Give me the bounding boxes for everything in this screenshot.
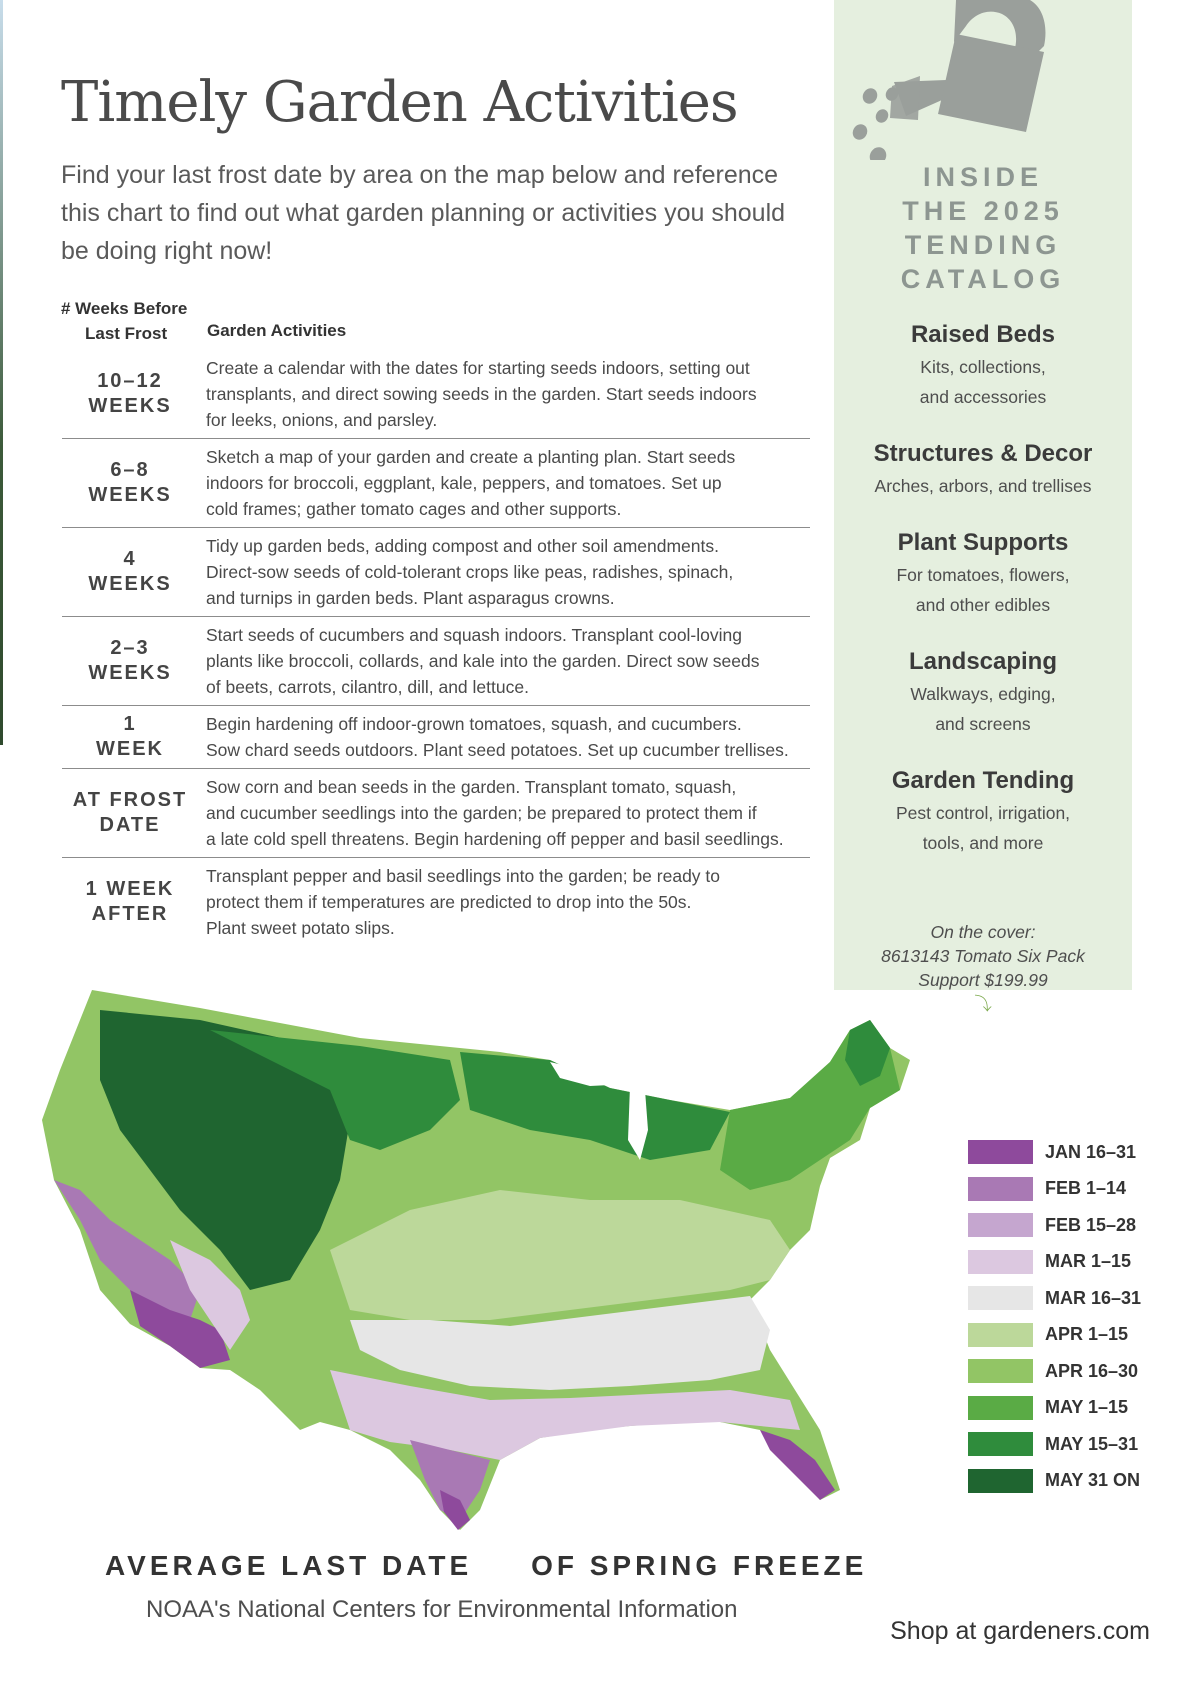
legend-item bbox=[968, 1280, 1141, 1317]
intro-text: Find your last frost date by area on the map below and reference this chart to find out what garden planning or activities you should be doing right now! bbox=[61, 161, 786, 265]
schedule-row bbox=[62, 528, 810, 617]
legend-item bbox=[968, 1134, 1141, 1171]
activities-text: Start seeds of cucumbers and squash indoors. Transplant cool-loving plants like broccoli, collards, and kale into the garden. Direct sow seeds of beets, carrots, cilantro, dill, and lettuce. bbox=[206, 625, 760, 697]
catalog-list bbox=[834, 318, 1132, 883]
catalog-item bbox=[834, 645, 1132, 739]
legend-item bbox=[968, 1390, 1141, 1427]
legend-item bbox=[968, 1207, 1141, 1244]
legend-label: APR 16–30 bbox=[1045, 1360, 1139, 1381]
page-edge bbox=[0, 0, 3, 745]
legend-label: MAY 31 ON bbox=[1045, 1470, 1141, 1491]
catalog-item-desc: Arches, arbors, and trellises bbox=[874, 476, 1092, 496]
activities-text: Transplant pepper and basil seedlings into the garden; be ready to protect them if temperatures are predicted to drop into the 50s. Plant sweet potato slips. bbox=[206, 866, 721, 938]
legend-swatch bbox=[968, 1140, 1033, 1164]
activities-column-header: Garden Activities bbox=[207, 321, 347, 340]
legend-swatch bbox=[968, 1323, 1033, 1347]
schedule-row bbox=[62, 617, 810, 706]
shop-link[interactable]: Shop at gardeners.com bbox=[890, 1617, 1150, 1645]
catalog-item-desc: Kits, collections, and accessories bbox=[919, 357, 1047, 407]
us-frost-map bbox=[30, 990, 960, 1570]
legend-label: MAR 16–31 bbox=[1045, 1287, 1142, 1308]
legend-label: MAY 1–15 bbox=[1045, 1397, 1129, 1418]
legend-label: MAR 1–15 bbox=[1045, 1251, 1132, 1272]
schedule-row bbox=[62, 439, 810, 528]
catalog-item-title: Landscaping bbox=[908, 648, 1058, 675]
catalog-item-title: Plant Supports bbox=[897, 529, 1069, 556]
legend-label: FEB 15–28 bbox=[1045, 1214, 1137, 1235]
weeks-label: 4 WEEKS bbox=[88, 548, 172, 595]
activities-text: Sow corn and bean seeds in the garden. Transplant tomato, squash, and cucumber seedlings into the garden; be prepared to protect them if a late cold spell threatens. Begin hardening off pepper and basil seedlings. bbox=[206, 777, 784, 849]
cover-note-text: On the cover: 8613143 Tomato Six Pack Support $199.99 bbox=[881, 922, 1085, 990]
weeks-label: 1 WEEK bbox=[96, 713, 164, 760]
catalog-item bbox=[834, 526, 1132, 620]
weeks-label: AT FROST DATE bbox=[72, 789, 188, 836]
weeks-label: 6–8 WEEKS bbox=[88, 459, 172, 506]
catalog-item-desc: For tomatoes, flowers, and other edibles bbox=[896, 565, 1070, 615]
catalog-item-desc: Pest control, irrigation, tools, and more bbox=[895, 803, 1071, 853]
legend-swatch bbox=[968, 1469, 1033, 1493]
catalog-sidebar bbox=[834, 0, 1132, 1014]
schedule-row bbox=[62, 858, 810, 946]
legend-item bbox=[968, 1463, 1141, 1500]
weeks-column-header bbox=[61, 296, 191, 346]
watering-can-icon bbox=[834, 0, 1132, 160]
weeks-header-line1: # Weeks Before bbox=[61, 299, 188, 318]
activities-text: Begin hardening off indoor-grown tomatoes, squash, and cucumbers. Sow chard seeds outdoors. Plant seed potatoes. Set up cucumber trellises. bbox=[206, 714, 789, 760]
catalog-item-title: Garden Tending bbox=[891, 767, 1075, 794]
legend-item bbox=[968, 1317, 1141, 1354]
map-source: NOAA's National Centers for Environmental Information bbox=[146, 1596, 738, 1623]
activities-text: Tidy up garden beds, adding compost and other soil amendments. Direct-sow seeds of cold-tolerant crops like peas, radishes, spinach, and turnips in garden beds. Plant asparagus crowns. bbox=[206, 536, 734, 608]
legend-label: MAY 15–31 bbox=[1045, 1433, 1139, 1454]
legend-label: JAN 16–31 bbox=[1045, 1141, 1137, 1162]
catalog-item bbox=[834, 764, 1132, 858]
schedule-row bbox=[62, 769, 810, 858]
legend-swatch bbox=[968, 1286, 1033, 1310]
page-title: Timely Garden Activities bbox=[61, 70, 738, 135]
legend-swatch bbox=[968, 1396, 1033, 1420]
map-title: AVERAGE LAST DATE OF SPRING FREEZE bbox=[105, 1550, 868, 1581]
schedule-row bbox=[62, 350, 810, 439]
weeks-label: 1 WEEK AFTER bbox=[85, 878, 175, 925]
legend-swatch bbox=[968, 1432, 1033, 1456]
activities-text: Create a calendar with the dates for starting seeds indoors, setting out transplants, and direct sowing seeds in the garden. Start seeds indoors for leeks, onions, and parsley. bbox=[206, 358, 757, 430]
catalog-item bbox=[834, 437, 1132, 501]
activities-text: Sketch a map of your garden and create a planting plan. Start seeds indoors for broccoli, eggplant, kale, peppers, and tomatoes. Set up cold frames; gather tomato cages and other supports. bbox=[206, 447, 736, 519]
catalog-item-desc: Walkways, edging, and screens bbox=[910, 684, 1056, 734]
catalog-item-title: Raised Beds bbox=[910, 321, 1056, 348]
legend-label: APR 1–15 bbox=[1045, 1324, 1129, 1345]
schedule-row bbox=[62, 706, 810, 769]
legend-item bbox=[968, 1244, 1141, 1281]
legend-swatch bbox=[968, 1177, 1033, 1201]
legend-item bbox=[968, 1171, 1141, 1208]
legend-swatch bbox=[968, 1213, 1033, 1237]
legend-item bbox=[968, 1353, 1141, 1390]
leaf-arrow-icon: ⤵ bbox=[974, 994, 992, 1014]
map-legend bbox=[968, 1134, 1141, 1499]
weeks-label: 2–3 WEEKS bbox=[88, 637, 172, 684]
activity-schedule bbox=[62, 350, 810, 946]
weeks-header-line2: Last Frost bbox=[85, 324, 168, 343]
weeks-label: 10–12 WEEKS bbox=[88, 370, 172, 417]
legend-label: FEB 1–14 bbox=[1045, 1178, 1127, 1199]
legend-item bbox=[968, 1426, 1141, 1463]
catalog-item bbox=[834, 318, 1132, 412]
legend-swatch bbox=[968, 1359, 1033, 1383]
legend-swatch bbox=[968, 1250, 1033, 1274]
catalog-heading: INSIDE THE 2025 TENDING CATALOG bbox=[900, 162, 1066, 294]
catalog-item-title: Structures & Decor bbox=[873, 440, 1093, 467]
